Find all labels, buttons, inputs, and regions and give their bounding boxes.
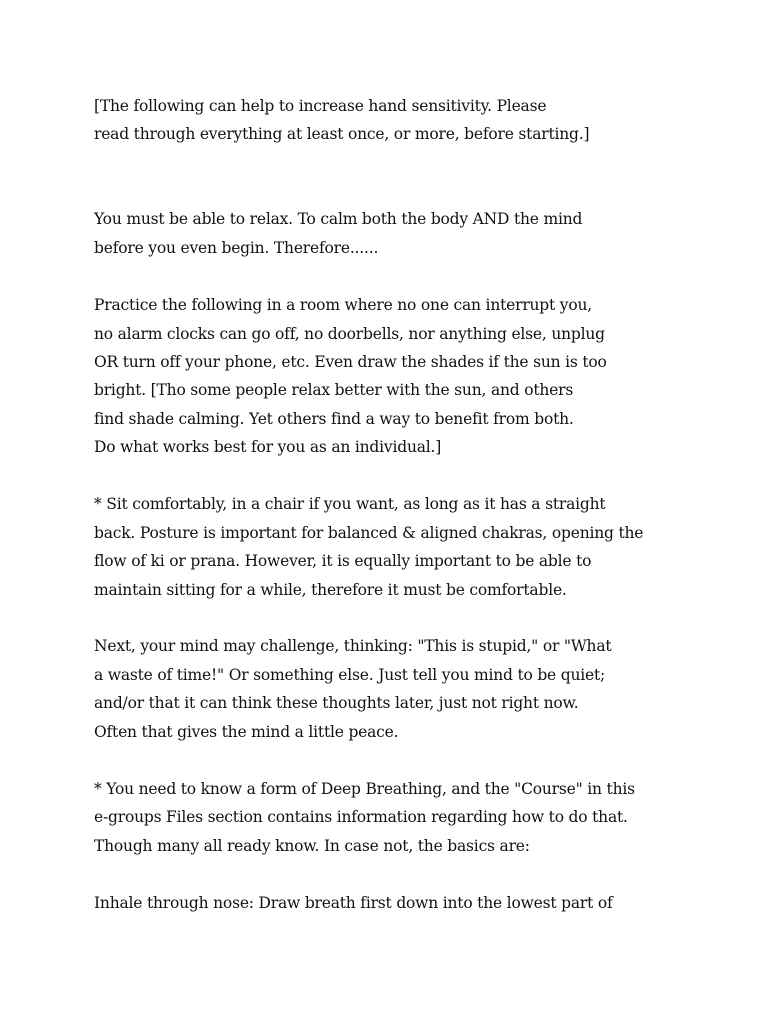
text-line: read through everything at least once, or more, before starting.] — [94, 125, 590, 143]
text-line: maintain sitting for a while, therefore it must be comfortable. — [94, 581, 567, 599]
text-line: find shade calming. Yet others find a way to benefit from both. — [94, 410, 574, 428]
text-line: [The following can help to increase hand sensitivity. Please — [94, 97, 547, 115]
text-line: bright. [Tho some people relax better with the sun, and others — [94, 381, 574, 399]
text-line: * You need to know a form of Deep Breathing, and the "Course" in this — [94, 780, 635, 798]
text-line: OR turn off your phone, etc. Even draw the shades if the sun is too — [94, 353, 607, 371]
text-line: a waste of time!" Or something else. Just tell you mind to be quiet; — [94, 666, 606, 684]
text-line: Do what works best for you as an individual.] — [94, 438, 442, 456]
text-line: flow of ki or prana. However, it is equally important to be able to — [94, 552, 592, 570]
text-line: before you even begin. Therefore...... — [94, 239, 379, 257]
text-line: no alarm clocks can go off, no doorbells, nor anything else, unplug — [94, 325, 605, 343]
text-line: * Sit comfortably, in a chair if you want, as long as it has a straight — [94, 495, 606, 513]
text-line: e-groups Files section contains information regarding how to do that. — [94, 808, 628, 826]
text-line: Practice the following in a room where no one can interrupt you, — [94, 296, 592, 314]
text-line: Next, your mind may challenge, thinking: "This is stupid," or "What — [94, 637, 612, 655]
text-line: Often that gives the mind a little peace. — [94, 723, 399, 741]
text-line: You must be able to relax. To calm both the body AND the mind — [94, 210, 583, 228]
text-line: back. Posture is important for balanced & aligned chakras, opening the — [94, 524, 644, 542]
text-line: Though many all ready know. In case not, the basics are: — [94, 837, 530, 855]
text-line: and/or that it can think these thoughts later, just not right now. — [94, 694, 579, 712]
text-line: Inhale through nose: Draw breath first down into the lowest part of — [94, 894, 613, 912]
